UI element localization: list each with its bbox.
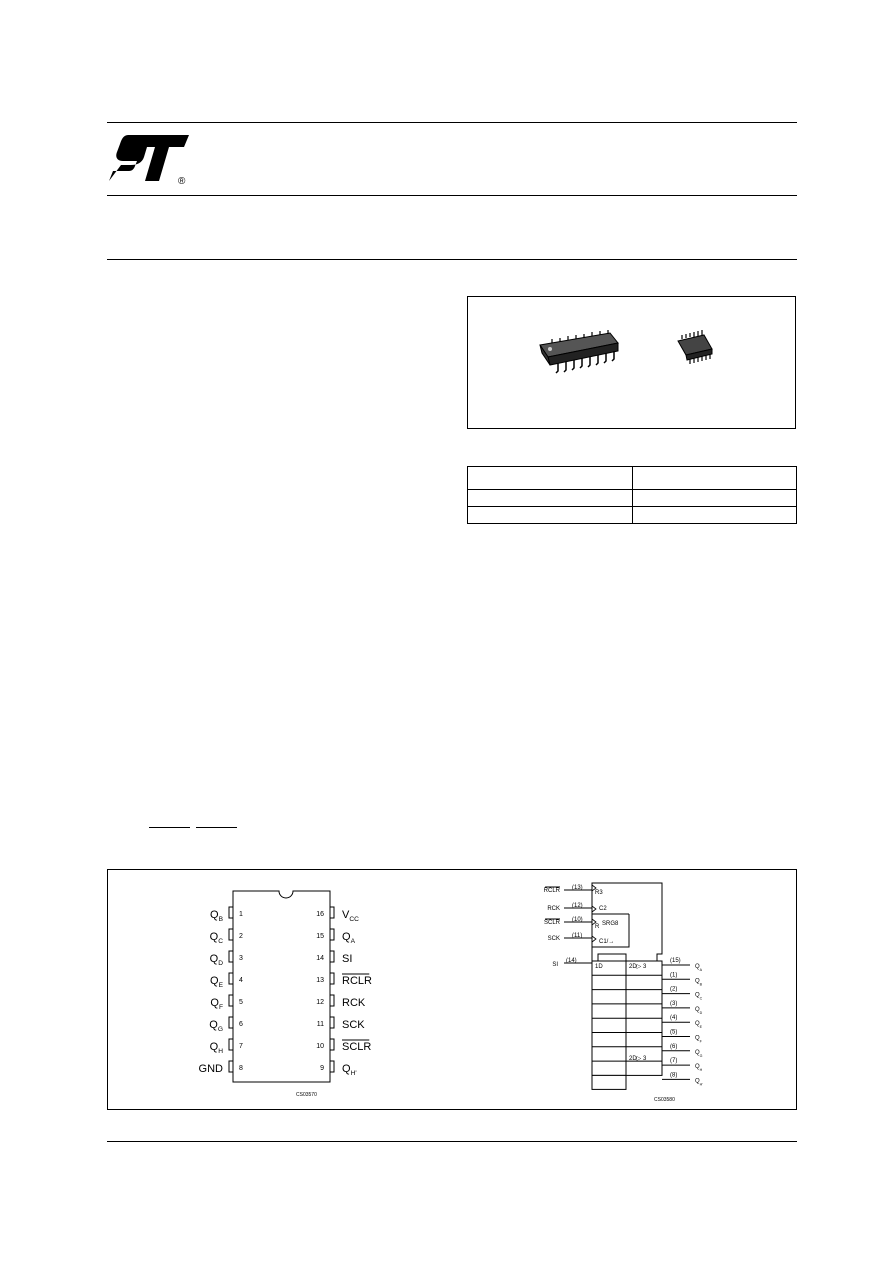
- pin-stub: [229, 973, 233, 984]
- input-label: RCLR: [543, 888, 560, 894]
- pin-number: 1: [239, 911, 243, 918]
- pin-number: 2: [239, 933, 243, 940]
- pin-stub: [330, 1061, 334, 1072]
- output-label: $Q_E$: [695, 1021, 703, 1030]
- pin-label: $Q_F$: [210, 997, 223, 1011]
- pin-label: $Q_C$: [209, 931, 223, 945]
- block-label-c2: C2: [599, 906, 607, 912]
- pin-number: 7: [239, 1043, 243, 1050]
- output-pin-number: (1): [670, 972, 678, 979]
- input-pin-number: (14): [566, 958, 577, 964]
- pin-number: 13: [316, 977, 324, 984]
- register-tail: [592, 1075, 626, 1089]
- order-codes-table: [467, 466, 797, 524]
- pin-stub: [229, 995, 233, 1006]
- drawing-code: CS03580: [654, 1097, 675, 1103]
- pin-stub: [330, 973, 334, 984]
- ic-body: [233, 891, 330, 1082]
- pin-number: 14: [316, 955, 324, 962]
- output-pin-number: (5): [670, 1029, 678, 1036]
- pin-number: 6: [239, 1021, 243, 1028]
- header-middle-rule: [107, 195, 797, 196]
- table-row: [468, 507, 797, 524]
- drawing-code: CS03570: [296, 1092, 317, 1098]
- pin-number: 5: [239, 999, 243, 1006]
- pin-label: $Q_D$: [209, 953, 223, 967]
- pin-number: 11: [316, 1021, 324, 1028]
- block-label-1d: 1D: [595, 964, 603, 970]
- diagrams-box: [107, 869, 797, 1110]
- output-label: $Q_C$: [695, 992, 703, 1001]
- output-label: $Q_F$: [695, 1035, 702, 1044]
- pin-stub: [229, 951, 233, 962]
- input-pin-number: (11): [572, 933, 583, 939]
- pin-label: GND: [198, 1063, 223, 1075]
- pin-stub: [330, 929, 334, 940]
- pin-stub: [330, 951, 334, 962]
- table-cell: [632, 490, 797, 507]
- input-pin-number: (12): [572, 903, 583, 909]
- pin-label: $Q_B$: [210, 909, 223, 923]
- iec-logic-symbol: [544, 883, 704, 1103]
- st-logo: [107, 131, 191, 185]
- table-cell: [632, 467, 797, 490]
- output-label: $Q_H$: [695, 1064, 703, 1073]
- pin-number: 15: [316, 933, 324, 940]
- pin-stub: [229, 907, 233, 918]
- pin-number: 16: [316, 911, 324, 918]
- input-label: SCLR: [543, 920, 560, 926]
- pin-label: $Q_E$: [210, 975, 223, 989]
- pin-number: 9: [320, 1065, 324, 1072]
- pin-label: $Q_G$: [209, 1019, 223, 1033]
- soic-16-package-icon: [540, 330, 618, 373]
- pin-label: $Q_A$: [342, 931, 355, 945]
- output-pin-number: (8): [670, 1072, 678, 1079]
- block-label-2d-bottom: 2D▷ 3: [629, 1056, 647, 1063]
- overline-stroke: [149, 827, 190, 828]
- pin-label: $Q_H$: [209, 1041, 223, 1055]
- registered-mark: ®: [178, 176, 186, 185]
- pin-number: 12: [316, 999, 324, 1006]
- input-label: SCK: [547, 936, 560, 942]
- block-label-r: R: [595, 924, 600, 930]
- pin-label: SCK: [342, 1019, 365, 1031]
- output-pin-number: (6): [670, 1043, 678, 1050]
- block-label-r3: R3: [595, 890, 603, 896]
- footer-rule: [107, 1141, 797, 1142]
- pin-stub: [330, 907, 334, 918]
- pin-connection-diagram: [199, 891, 372, 1098]
- output-pin-number: (4): [670, 1015, 678, 1022]
- pin-number: 4: [239, 977, 243, 984]
- input-pin-number: (10): [572, 917, 583, 923]
- output-label: $Q_{H'}$: [695, 1078, 703, 1087]
- output-pin-number: (3): [670, 1000, 678, 1007]
- tssop-16-package-icon: [678, 330, 712, 364]
- output-label: $Q_B$: [695, 978, 703, 987]
- overline-stroke: [196, 827, 237, 828]
- package-box: [467, 296, 796, 429]
- pin-number: 10: [316, 1043, 324, 1050]
- block-label-c1: C1/→: [599, 939, 615, 945]
- input-label: RCK: [547, 906, 560, 912]
- table-row: [468, 490, 797, 507]
- block-label-2d-top: 2D▷ 3: [629, 964, 647, 970]
- pin-stub: [229, 929, 233, 940]
- pin-number: 3: [239, 955, 243, 962]
- output-pin-number: (15): [670, 958, 681, 964]
- table-cell: [468, 467, 633, 490]
- output-label: $Q_A$: [695, 964, 703, 972]
- input-label: SI: [552, 962, 558, 968]
- pin-label: $V_{CC}$: [342, 909, 359, 923]
- pin-label: SI: [342, 953, 353, 965]
- pin-stub: [229, 1039, 233, 1050]
- output-label: $Q_D$: [695, 1006, 703, 1015]
- pin-stub: [330, 1039, 334, 1050]
- pin-stub: [330, 1017, 334, 1028]
- input-pin-number: (13): [572, 885, 583, 891]
- header-bottom-rule: [107, 259, 797, 260]
- package-illustrations: [468, 297, 797, 430]
- table-header-row: [468, 467, 797, 490]
- pin-label: RCLR: [342, 975, 372, 987]
- pin-label: $Q_{H'}$: [342, 1063, 357, 1077]
- table-cell: [632, 507, 797, 524]
- table-cell: [468, 490, 633, 507]
- output-pin-number: (7): [670, 1058, 678, 1065]
- pin-label: RCK: [342, 997, 366, 1009]
- header-top-rule: [107, 122, 797, 123]
- output-pin-number: (2): [670, 986, 678, 993]
- pin-number: 8: [239, 1065, 243, 1072]
- pin-stub: [229, 1017, 233, 1028]
- pin-stub: [330, 995, 334, 1006]
- block-label-srg8: SRG8: [602, 921, 619, 927]
- pin-stub: [229, 1061, 233, 1072]
- table-cell: [468, 507, 633, 524]
- diagram-canvas: [108, 870, 798, 1111]
- pin-label: SCLR: [342, 1041, 372, 1053]
- output-label: $Q_G$: [695, 1049, 703, 1058]
